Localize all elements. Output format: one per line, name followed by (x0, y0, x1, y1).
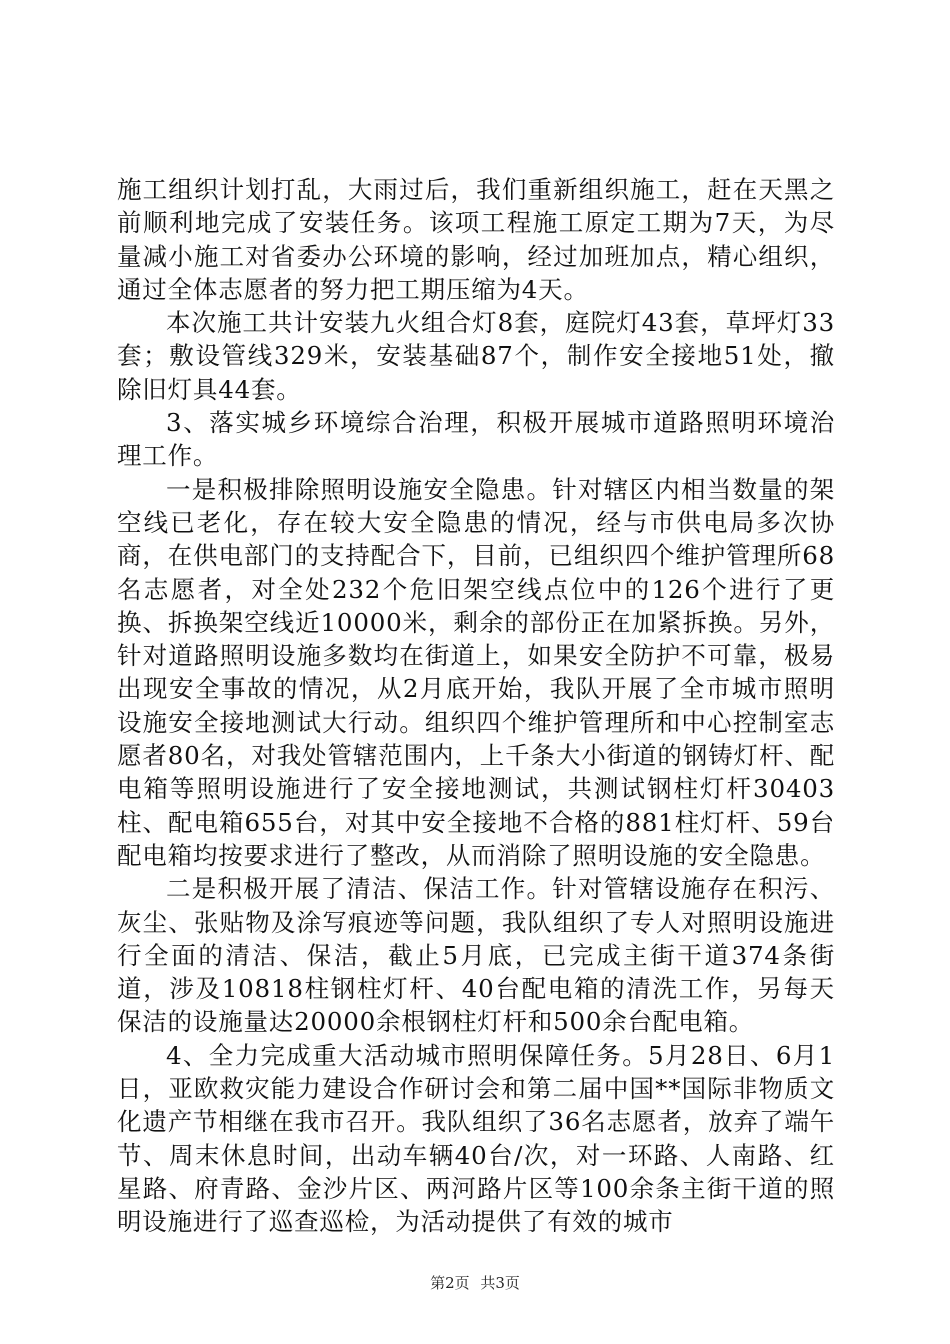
document-body (117, 173, 835, 1239)
paragraph-cleaning-work: 二是积极开展了清洁、保洁工作。针对管辖设施存在积污、灰尘、张贴物及涂写痕迹等问题，我队组织了专人对照明设施进行全面的清洁、保洁，截止5月底，已完成主街干道374条街道，涉及10818柱钢柱灯杆、40台配电箱的清洗工作，另每天保洁的设施量达20000余根钢柱灯杆和500余台配电箱。 (117, 874, 835, 1037)
paragraph-section-3-heading: 3、落实城乡环境综合治理，积极开展城市道路照明环境治理工作。 (117, 408, 835, 471)
paragraph-section-4-events: 4、全力完成重大活动城市照明保障任务。5月28日、6月1日，亚欧救灾能力建设合作研讨会和第二届中国**国际非物质文化遗产节相继在我市召开。我队组织了36名志愿者，放弃了端午节、周末休息时间，出动车辆40台/次，对一环路、人南路、红星路、府青路、金沙片区、两河路片区等100余条主街干道的照明设施进行了巡查巡检，为活动提供了有效的城市 (117, 1040, 835, 1237)
page-number-total: 共3页 (480, 1274, 520, 1292)
page-number-current: 第2页 (430, 1274, 470, 1292)
paragraph-safety-hazards: 一是积极排除照明设施安全隐患。针对辖区内相当数量的架空线已老化，存在较大安全隐患的情况，经与市供电局多次协商，在供电部门的支持配合下，目前，已组织四个维护管理所68名志愿者，对全处232个危旧架空线点位中的126个进行了更换、拆换架空线近10000米，剩余的部份正在加紧拆换。另外，针对道路照明设施多数均在街道上，如果安全防护不可靠，极易出现安全事故的情况，从2月底开始，我队开展了全市城市照明设施安全接地测试大行动。组织四个维护管理所和中心控制室志愿者80名，对我处管辖范围内，上千条大小街道的钢铸灯杆、配电箱等照明设施进行了安全接地测试，共测试钢柱灯杆30403柱、配电箱655台，对其中安全接地不合格的881柱灯杆、59台配电箱均按要求进行了整改，从而消除了照明设施的安全隐患。 (117, 474, 835, 870)
paragraph-installation-summary: 本次施工共计安装九火组合灯8套，庭院灯43套，草坪灯33套；敷设管线329米，安装基础87个，制作安全接地51处，撤除旧灯具44套。 (117, 308, 835, 404)
paragraph-continuation: 施工组织计划打乱，大雨过后，我们重新组织施工，赶在天黑之前顺利地完成了安装任务。该项工程施工原定工期为7天，为尽量减小施工对省委办公环境的影响，经过加班加点，精心组织，通过全体志愿者的努力把工期压缩为4天。 (117, 175, 835, 304)
page-footer (0, 1273, 950, 1293)
